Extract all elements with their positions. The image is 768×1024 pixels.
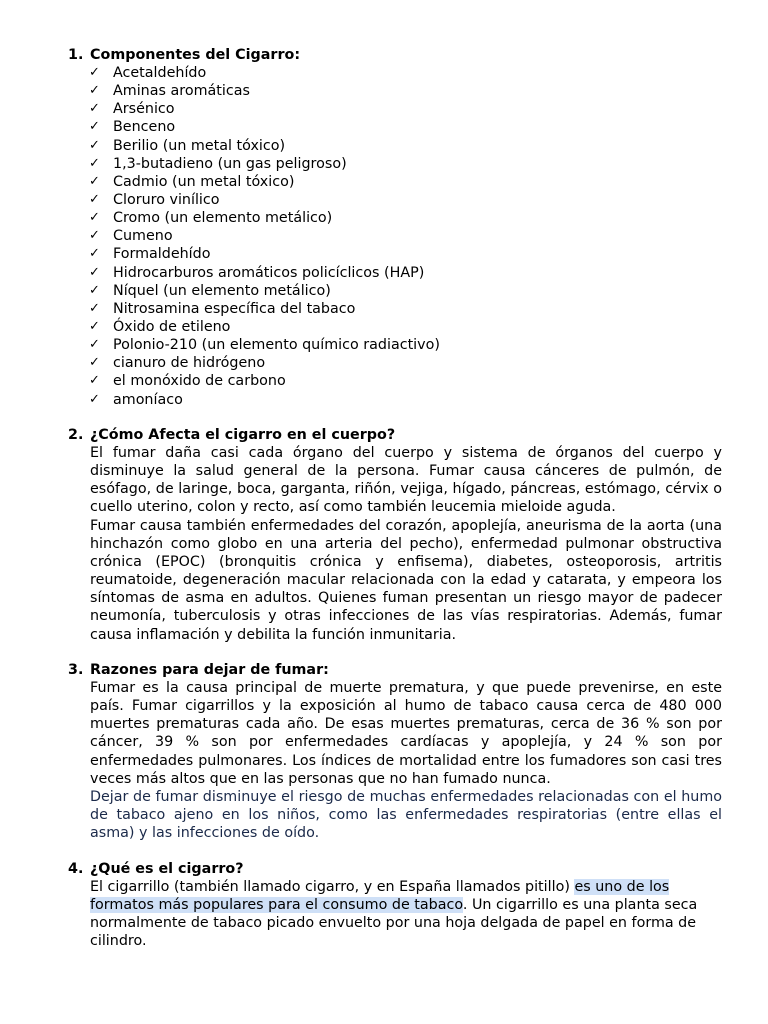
list-item: ✓ el monóxido de carbono bbox=[89, 373, 286, 390]
checkmark-icon: ✓ bbox=[89, 155, 100, 171]
section-title: Razones para dejar de fumar: bbox=[90, 662, 329, 678]
section-body bbox=[90, 679, 722, 842]
checkmark-icon: ✓ bbox=[89, 246, 100, 262]
checkmark-icon: ✓ bbox=[89, 228, 100, 244]
section-heading bbox=[68, 661, 722, 679]
section-title: ¿Qué es el cigarro? bbox=[90, 861, 244, 877]
section-number: 2. bbox=[68, 427, 84, 443]
section-number: 1. bbox=[68, 47, 84, 63]
checkmark-icon: ✓ bbox=[89, 65, 100, 80]
list-item: ✓ Cromo (un elemento metálico) bbox=[89, 210, 333, 227]
checkmark-icon: ✓ bbox=[89, 101, 100, 117]
section-heading bbox=[68, 426, 722, 444]
list-item: ✓ cianuro de hidrógeno bbox=[89, 355, 266, 372]
paragraph: El cigarrillo (también llamado cigarro, y en España llamados pitillo) es uno de los formatos más populares para el consumo de tabaco. Un cigarrillo es una planta seca normalmente de tabaco picado envuelto por una hoja delgada de papel en forma de cilindro. bbox=[90, 879, 698, 950]
list-item: ✓ Cumeno bbox=[89, 228, 173, 245]
list-item: ✓ Nitrosamina específica del tabaco bbox=[89, 300, 356, 317]
section-reasons bbox=[68, 661, 722, 842]
list-item: ✓ Formaldehído bbox=[89, 246, 211, 263]
checkmark-icon: ✓ bbox=[89, 337, 100, 353]
checkmark-icon: ✓ bbox=[89, 83, 100, 99]
checkmark-icon: ✓ bbox=[89, 173, 100, 189]
list-item: ✓ Hidrocarburos aromáticos policíclicos (HAP) bbox=[89, 264, 425, 281]
checkmark-icon: ✓ bbox=[89, 119, 100, 135]
section-title: ¿Cómo Afecta el cigarro en el cuerpo? bbox=[90, 427, 396, 443]
checkmark-icon: ✓ bbox=[89, 300, 100, 316]
section-definition bbox=[68, 860, 722, 951]
list-item: ✓ Benceno bbox=[89, 119, 176, 136]
checkmark-icon: ✓ bbox=[89, 137, 100, 153]
checkmark-icon: ✓ bbox=[89, 355, 100, 371]
list-item: ✓ Acetaldehído bbox=[89, 65, 207, 81]
section-heading bbox=[68, 860, 722, 878]
paragraph: Dejar de fumar disminuye el riesgo de muchas enfermedades relacionadas con el humo de tabaco ajeno en los niños, como las enfermedades respiratorias (entre ellas el asma) y las infecciones de oído. bbox=[90, 788, 722, 842]
paragraph: Fumar causa también enfermedades del corazón, apoplejía, aneurisma de la aorta (una hinchazón como globo en una arteria del pecho), enfermedad pulmonar obstructiva crónica (EPOC) (bronquitis crónica y enfisema), diabetes, osteoporosis, artritis reumatoide, degeneración macular relacionada con la edad y catarata, y empeora los síntomas de asma en adultos. Quienes fuman presentan un riesgo mayor de padecer neumonía, tuberculosis y otras infecciones de las vías respiratorias. Además, fumar causa inflamación y debilita la función inmunitaria. bbox=[90, 517, 722, 643]
list-item: ✓ Aminas aromáticas bbox=[89, 83, 250, 100]
list-item: ✓ Polonio-210 (un elemento químico radiactivo) bbox=[89, 337, 440, 354]
list-item: ✓ Níquel (un elemento metálico) bbox=[89, 282, 331, 299]
checkmark-icon: ✓ bbox=[89, 282, 100, 298]
components-list bbox=[68, 64, 722, 409]
section-number: 3. bbox=[68, 662, 84, 678]
list-item: ✓ Cloruro vinílico bbox=[89, 191, 220, 208]
list-item: ✓ Arsénico bbox=[89, 101, 175, 118]
section-body bbox=[90, 444, 722, 644]
list-item: ✓ Berilio (un metal tóxico) bbox=[89, 137, 286, 154]
checkmark-icon: ✓ bbox=[89, 318, 100, 334]
checkmark-icon: ✓ bbox=[89, 191, 100, 207]
section-body bbox=[90, 878, 722, 951]
checkmark-icon: ✓ bbox=[89, 391, 100, 407]
section-effects bbox=[68, 426, 722, 644]
section-components bbox=[68, 46, 722, 409]
section-heading bbox=[68, 46, 722, 64]
checkmark-icon: ✓ bbox=[89, 373, 100, 389]
list-item: ✓ amoníaco bbox=[89, 391, 183, 408]
list-item: ✓ 1,3-butadieno (un gas peligroso) bbox=[89, 155, 347, 172]
section-title: Componentes del Cigarro: bbox=[90, 47, 301, 63]
section-number: 4. bbox=[68, 861, 84, 877]
highlighted-text: es uno de los formatos más populares para el consumo de tabaco bbox=[90, 879, 670, 914]
paragraph: El fumar daña casi cada órgano del cuerpo y sistema de órganos del cuerpo y disminuye la salud general de la persona. Fumar causa cánceres de pulmón, de esófago, de laringe, boca, garganta, riñón, vejiga, hígado, páncreas, estómago, cérvix o cuello uterino, colon y recto, así como también leucemia mieloide aguda. bbox=[90, 445, 722, 516]
checkmark-icon: ✓ bbox=[89, 264, 100, 280]
paragraph: Fumar es la causa principal de muerte prematura, y que puede prevenirse, en este país. Fumar cigarrillos y la exposición al humo de tabaco causa cerca de 480 000 muertes prematuras cada año. De esas muertes prematuras, cerca de 36 % son por cáncer, 39 % son por enfermedades cardíacas y apoplejía, y 24 % son por enfermedades pulmonares. Los índices de mortalidad entre los fumadores son casi tres veces más altos que en las personas que no han fumado nunca. bbox=[90, 680, 722, 787]
list-item: ✓ Óxido de etileno bbox=[89, 318, 231, 335]
list-item: ✓ Cadmio (un metal tóxico) bbox=[89, 173, 295, 190]
checkmark-icon: ✓ bbox=[89, 210, 100, 226]
